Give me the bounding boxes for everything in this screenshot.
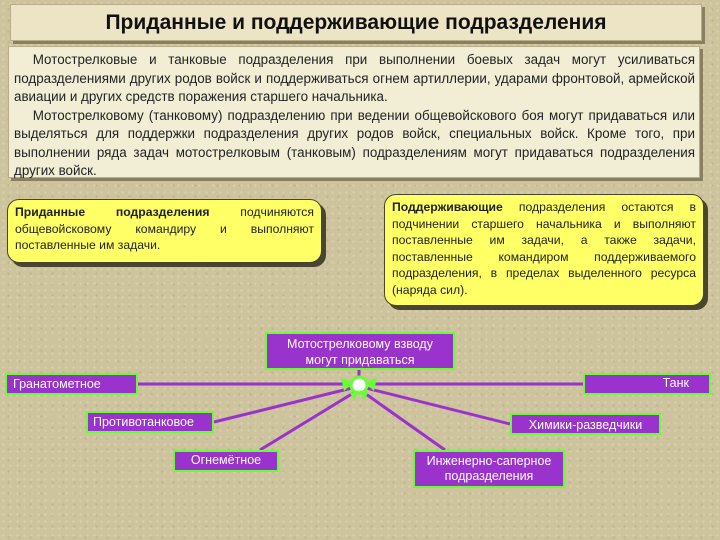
unit-tank: Танк (583, 373, 711, 395)
unit-chemical-scouts: Химики-разведчики (510, 413, 661, 435)
platoon-hub-box: Мотострелковому взводу могут придаваться (265, 332, 455, 370)
unit-engineer-sapper: Инженерно-саперное подразделения (413, 450, 565, 488)
connector-flame (260, 392, 355, 450)
intro-paragraph-2: Мотострелковому (танковому) подразделению при ведении общевойскового боя могут придаваться или выделяться для поддержки подразделения других родов войск, специальных войск. Кроме того, при выполнении ряда задач мотострелковым (танковым) подразделениям могут придаваться подразделения других войск. (14, 107, 695, 178)
unit-flamethrower: Огнемётное (173, 450, 279, 472)
attached-description: подчиняются общевойсковому командиру и выполняют поставленные им задачи. (15, 205, 315, 252)
page-title: Приданные и поддерживающие подразделения (10, 4, 702, 41)
intro-paragraph-1: Мотострелковые и танковые подразделения при выполнении боевых задач могут усиливаться подразделениями других родов войск и поддерживаться огнем артиллерии, ударами фронтовой, армейской авиации и других средств поражения старшего начальника. (14, 52, 695, 104)
connector-chem (366, 388, 510, 424)
attached-term: Приданные подразделения (15, 205, 210, 219)
supporting-description: подразделения остаются в подчинении старшего начальника и выполняют поставленные им задачи, а также задачи, поставленные командиром поддерживаемого подразделения, в пределах выделенного ресурса (наряда сил). (392, 200, 696, 297)
connector-engineer (363, 392, 445, 450)
unit-antitank: Противотанковое (86, 411, 214, 433)
supporting-term: Поддерживающие (392, 200, 503, 214)
unit-grenade-launcher: Гранатометное (5, 373, 138, 395)
